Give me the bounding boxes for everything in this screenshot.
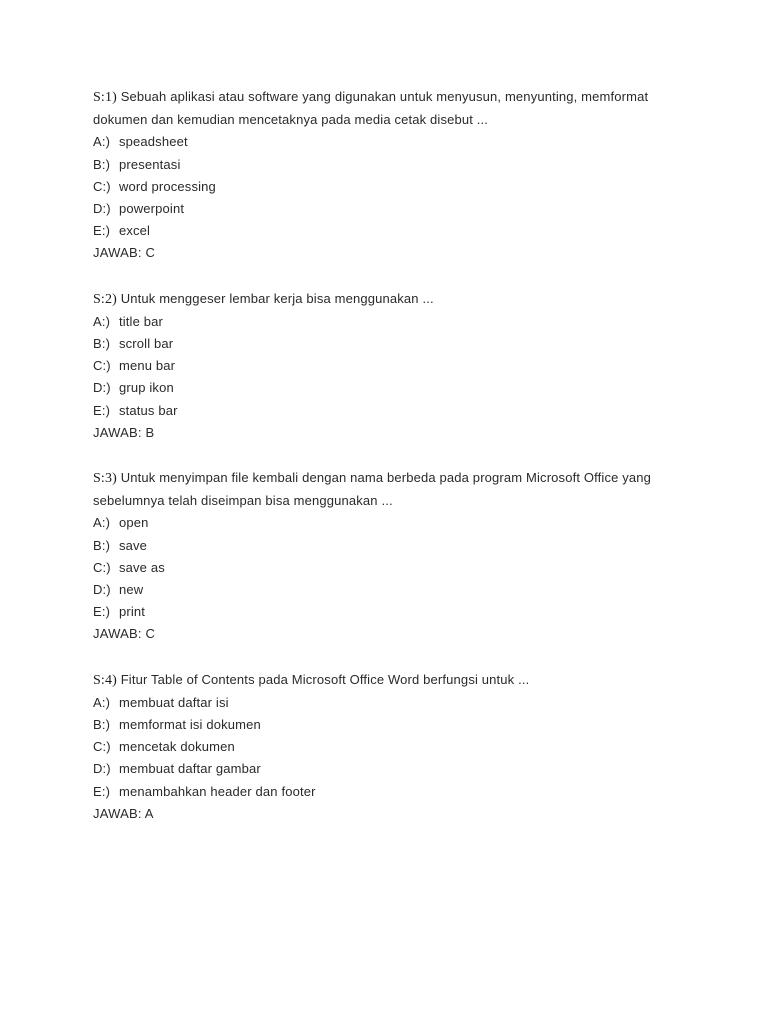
question-number: S:4) xyxy=(93,672,117,688)
option-text: scroll bar xyxy=(119,336,174,352)
answer-key: JAWAB: A xyxy=(93,805,154,821)
option-text: powerpoint xyxy=(119,201,185,217)
option-letter: E:) xyxy=(93,223,111,239)
option-letter: A:) xyxy=(93,134,111,150)
option-letter: C:) xyxy=(93,739,111,755)
option-text: new xyxy=(119,582,144,598)
question-4 xyxy=(93,669,713,825)
option-letter: E:) xyxy=(93,402,111,418)
answer-key: JAWAB: C xyxy=(93,626,156,642)
option-text: open xyxy=(119,515,149,531)
option-letter: D:) xyxy=(93,380,111,396)
option-a xyxy=(93,131,713,153)
question-2 xyxy=(93,288,713,444)
option-e xyxy=(93,220,713,242)
option-text: speadsheet xyxy=(119,134,188,150)
option-d xyxy=(93,198,713,220)
question-text: dokumen dan kemudian mencetaknya pada media cetak disebut ... xyxy=(93,112,489,128)
option-b xyxy=(93,333,713,355)
option-b xyxy=(93,535,713,557)
option-text: menambahkan header dan footer xyxy=(119,783,316,799)
option-text: status bar xyxy=(119,402,178,418)
option-letter: B:) xyxy=(93,717,111,733)
option-d xyxy=(93,758,713,780)
option-letter: D:) xyxy=(93,582,111,598)
option-text: memformat isi dokumen xyxy=(119,717,261,733)
option-letter: A:) xyxy=(93,515,111,531)
option-letter: E:) xyxy=(93,783,111,799)
question-text: Fitur Table of Contents pada Microsoft Office Word berfungsi untuk ... xyxy=(120,671,530,687)
question-3-stem xyxy=(93,467,713,490)
option-d xyxy=(93,377,713,399)
option-e xyxy=(93,400,713,422)
option-c xyxy=(93,355,713,377)
question-2-stem xyxy=(93,288,713,311)
option-b xyxy=(93,154,713,176)
question-3-stem-continued xyxy=(93,490,713,512)
option-a xyxy=(93,512,713,534)
option-c xyxy=(93,736,713,758)
option-text: menu bar xyxy=(119,358,176,374)
option-text: save xyxy=(119,537,148,553)
option-d xyxy=(93,579,713,601)
option-text: mencetak dokumen xyxy=(119,739,235,755)
question-text: Untuk menyimpan file kembali dengan nama berbeda pada program Microsoft Office yang xyxy=(120,470,652,486)
question-number: S:1) xyxy=(93,90,117,105)
option-letter: C:) xyxy=(93,178,111,194)
option-b xyxy=(93,714,713,736)
question-number: S:3) xyxy=(93,471,117,487)
option-letter: C:) xyxy=(93,358,111,374)
option-text: save as xyxy=(119,559,165,575)
question-1 xyxy=(93,86,713,265)
option-text: membuat daftar gambar xyxy=(119,761,261,777)
option-text: title bar xyxy=(119,313,163,329)
option-text: membuat daftar isi xyxy=(119,694,229,710)
answer-key: JAWAB: C xyxy=(93,245,156,261)
option-text: excel xyxy=(119,223,151,239)
option-a xyxy=(93,692,713,714)
option-letter: A:) xyxy=(93,313,111,329)
document-page xyxy=(93,86,713,848)
question-1-stem-continued xyxy=(93,109,713,131)
question-3 xyxy=(93,467,713,646)
option-text: word processing xyxy=(119,178,216,194)
option-letter: D:) xyxy=(93,761,111,777)
option-text: presentasi xyxy=(119,156,181,172)
question-text: Untuk menggeser lembar kerja bisa menggunakan ... xyxy=(120,290,434,306)
option-e xyxy=(93,601,713,623)
option-letter: B:) xyxy=(93,537,111,553)
question-number: S:2) xyxy=(93,291,117,307)
question-1-stem xyxy=(93,86,713,109)
question-text: sebelumnya telah diseimpan bisa menggunakan ... xyxy=(93,493,393,509)
question-4-stem xyxy=(93,669,713,692)
option-e xyxy=(93,781,713,803)
option-c xyxy=(93,557,713,579)
option-letter: B:) xyxy=(93,336,111,352)
option-letter: C:) xyxy=(93,559,111,575)
option-c xyxy=(93,176,713,198)
option-letter: D:) xyxy=(93,201,111,217)
option-text: grup ikon xyxy=(119,380,174,396)
option-text: print xyxy=(119,604,146,620)
option-letter: A:) xyxy=(93,694,111,710)
option-letter: B:) xyxy=(93,156,111,172)
option-a xyxy=(93,311,713,333)
answer-key: JAWAB: B xyxy=(93,424,155,440)
question-text: Sebuah aplikasi atau software yang digunakan untuk menyusun, menyunting, memformat xyxy=(120,89,649,104)
option-letter: E:) xyxy=(93,604,111,620)
